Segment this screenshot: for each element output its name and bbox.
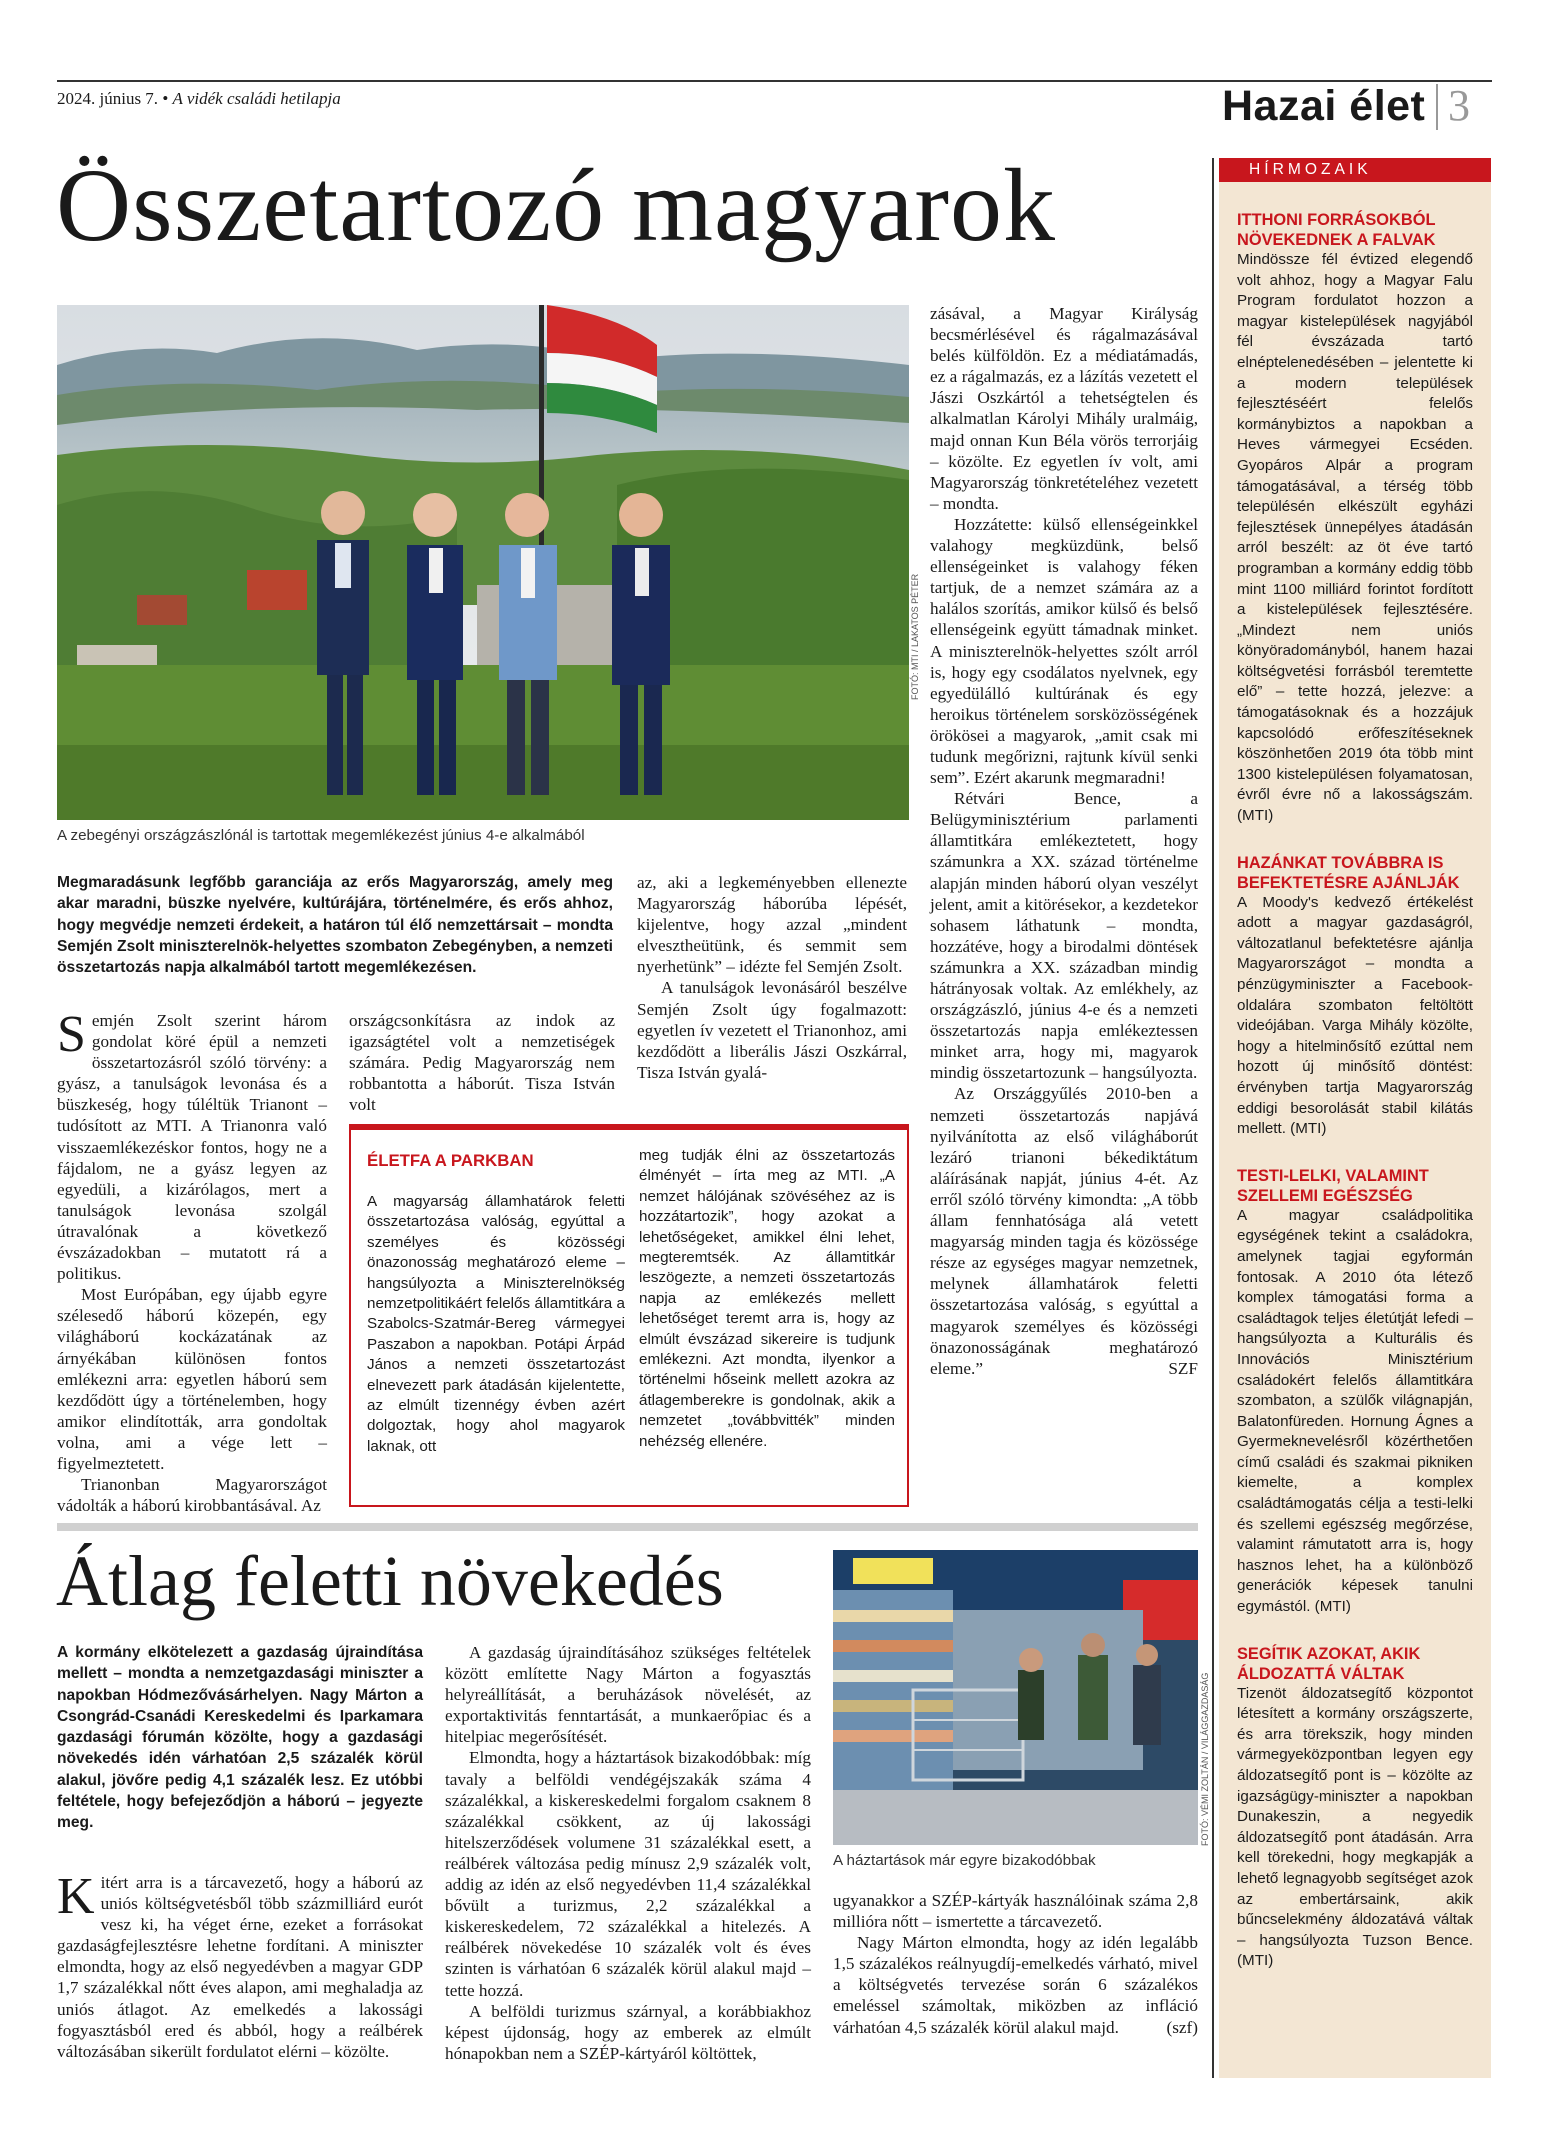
article2-lead: A kormány elkötelezett a gazdaság újraindítása mellett – mondta a nemzetgazdasági miniszter a napokban Hódmezővásárhelyen. Nagy Márton a Csongrád-Csanádi Kereskedelmi és Iparkamara gazdasági fórumán közölte, hogy a gazdasági növekedés idén várhatóan 2,5 százalék körül alakul, jövőre pedig 4,1 százalék lesz. Ez utóbbi feltétele, hogy befejeződjön a háború – jegyezte meg. [57,1644,423,1832]
article2-col2-p1: A gazdaság újraindításához szükséges feltételek között említette Nagy Márton a fogyasztás helyreállítását, a beruházások növelését, az exportaktivitás fenntartását, a munkaerőpiac és a hitelpiac megerősítését. [445,1643,811,1747]
article1-photo [57,305,909,820]
zebegeny-photo-scene [57,305,909,820]
article2-col3-p1: ugyanakkor a SZÉP-kártyák használóinak száma 2,8 millióra nőtt – ismertette a tárcavezető. [833,1891,1198,1932]
article-divider [57,1523,1198,1531]
article1-col4-p1: zásával, a Magyar Királyság becsmérlésével és rágalmazásával belés külföldön. Ez a médiatámadás, ez a rágalmazás, ez a lázítás vezetett el Jászi Oszkártól a tehetségtelen és alkalmatlan Károlyi Mihály uralmáig, majd onnan Kun Béla vörös terrorjáig – közölte. Ez egyetlen ív volt, ami Magyarország tönkretételéhez vezetett – mondta. [930,304,1198,513]
article1-col4-p2: Hozzátette: külső ellenségeinkkel valahogy megküzdünk, belső ellenségeinket is valahogy féken tartjuk, de a nemzet számára az a halálos szorítás, amikor külső és belső ellenségeink együtt támadnak minket. A miniszterelnök-helyettes szólt arról is, hogy egy csodálatos nyelvnek, egy egyedülálló kultúrának és egy heroikus történelem sorsközösségének örökösei a magyarok, „amit csak mi tudunk megőrizni, rajtunk kívül senki sem”. Ezért akarunk megmaradni! [930,514,1198,788]
tagline: A vidék családi hetilapja [172,89,341,108]
sidebar-title-text: HÍRMOZAIK [1249,161,1372,178]
sidebar-item-text: Mindössze fél évtized elegendő volt ahhoz, hogy a Magyar Falu Program fordulatot hozzon a magyar kistelepülések nagyjából fél évszázada tartó elnéptelenedésében – jelentette ki a modern települések fejlesztéséért felelős kormánybiztos a napokban a Heves vármegyei Ecséden. Gyopáros Alpár a program támogatásával, a térség több településén elkészült egyházi fejlesztések ünnepélyes átadásán arról beszélt: az öt éve tartó programban a kormány eddig több mint 1100 milliárd forintot fordított a kistelepülések fejlesztésére. „Mindezt nem uniós könyöradományból, hanem hazai költségvetési forrásból teremtette elő” – tette hozzá, jelezve: a támogatásoknak és a hozzájuk kapcsolódó erőfeszítéseknek köszönhetően 2019 óta több mint 1300 kistelepülésen folyamatosan, évről évre nő a lakosságszám. (MTI) [1237,251,1473,825]
date: 2024. június 7. [57,89,159,108]
article2-col2-p3: A belföldi turizmus szárnyal, a korábbiakhoz képest újdonság, hogy az emberek az elmúlt hónapokban nem a SZÉP-kártyáról költöttek, [445,2001,811,2063]
article1-col2 [349,1010,615,1115]
article2-title: Átlag feletti növekedés [56,1541,724,1621]
section-title: Hazai élet [1222,82,1426,130]
box-col2: meg tudják élni az összetartozás élményét – írta meg az MTI. „A nemzet hálójának szövéséhez az is hozzátartozik”, hogy azokat a lehetőségeket, amikkel élni lehet, megteremtsék. Az államtitkár leszögezte, a nemzeti összetartozás napja az emlékezés mellett lehetőséget teremt arra is, hogy az elmúlt évszázad sikereire is tudjunk emlékezni. Azt mondta, ilyenkor a történelmi hőseink mellett azokra az átlagemberekre is gondolnak, akik a nemzetet „továbbvitték” minden nehézség ellenére. [639,1147,895,1450]
article1-col4-p3: Rétvári Bence, a Belügyminisztérium parlamenti államtitkára emlékeztetett, hogy számunkra a XX. század történelme alapján minden háború olyan veszélyt jelent, amit a kitörésekor, a kezdetekor sohasem láthatunk – mondta, hozzátéve, hogy a birodalmi döntések számunkra a XX. században mindig hátrányosak voltak. Az emlékhely, az országzászló, június 4-e és a nemzeti összetartozás napja emlékeztessen minket arra, hogy mi, magyarok mindig összetartozunk – hangsúlyozta. [930,789,1198,1083]
box-title: ÉLETFA A PARKBAN [367,1151,534,1170]
article2-col3 [833,1890,1198,2038]
sidebar-item-text: A Moody's kedvező értékelést adott a magyar gazdaságról, változatlanul befektetésre ajánlja Magyarországot – mondta a pénzügyminiszter a Facebook-oldalára szombaton feltöltött videójában. Varga Mihály közölte, hogy a hitelminősítő ezúttal nem hozott új minősítő döntést: érvényben tartja Magyarország eddigi besorolását stabil kilátás mellett. (MTI) [1237,893,1473,1138]
section-divider [1436,84,1438,130]
article1-col3-p1: az, aki a legkeményebben ellenezte Magyarország háborúba lépését, kijelentve, hogy azzal „mindent elvesztheütünk, és semmit sem nyerhetünk” – idézte fel Semjén Zsolt. [637,873,907,977]
page-number: 3 [1448,81,1470,130]
sidebar-item-text: A magyar családpolitika egységének tekint a családokra, amelynek tagjai egyformán fontosak. A 2010 óta létező komplex támogatási forma a családtagok teljes életútját lefedi – hangsúlyozta a Kulturális és Innovációs Minisztérium családokért felelős államtitkára szombaton, a szülők világnapján, Balatonfüreden. Hornung Ágnes a Gyermeknevelésről közérthetően című családi és szakmai pikniken kiemelte, a komplex családtámogatás célja a testi-lelki és szellemi egészség megőrzése, valamint rámutatott arra is, hogy hasznos lehet, ha a különböző generációk képesek tanulni egymástól. (MTI) [1237,1206,1473,1616]
sidebar-title [1219,158,1491,182]
sidebar [1219,158,1491,2078]
article1-lead: Megmaradásunk legfőbb garanciája az erős Magyarország, amely meg akar maradni, büszke nyelvére, kultúrájára, történelmére, és erős ahhoz, hogy megvédje nemzeti érdekeit, a határon túl élő nemzettársait – mondta Semjén Zsolt miniszterelnök-helyettes szombaton Zebegényben, a nemzeti összetartozás napja alkalmából tartott megemlékezésen. [57,874,613,977]
article1-col2-p1: országcsonkításra az indok az igazságtétel volt a nemzetiségek számára. Pedig Magyarország nem robbantotta a háborút. Tisza István volt [349,1011,615,1115]
article1-photo-credit: FOTÓ: MTI / LAKATOS PÉTER [910,573,920,700]
article2-photo-caption: A háztartások már egyre bizakodóbbak [833,1852,1096,1869]
article1-col1-p2: Most Európában, egy újabb egyre szélesedő háború közepén, egy világháború kockázatának az árnyékában különösen fontos emlékezni arra: egyetlen háború sem kezdődött úgy a történelemben, hogy amikor elindították, arra gondoltak volna, ami a vége lett – figyelmeztetett. [57,1285,327,1473]
sidebar-item-heading: ITTHONI FORRÁSOKBÓL NÖVEKEDNEK A FALVAK [1237,211,1436,249]
bullet: • [162,89,169,108]
sidebar-item-text: Tizenöt áldozatsegítő központot létesített a kormány országszerte, és arra törekszik, hogy minden vármegyeközpontban legyen egy áldozatsegítő pont is – közölte az igazságügy-miniszter a napokban Dunakeszin, a negyedik áldozatsegítő pont átadásán. Arra kell törekedni, hogy megkapják a lehető legnagyobb segítséget azok az embertársaink, akik bűncselekmény áldozatává váltak – hangsúlyozta Tuzson Bence. (MTI) [1237,1684,1473,1970]
article2-photo-credit: FOTÓ: VÉMI ZOLTÁN / VILÁGGAZDASÁG [1200,1672,1210,1846]
box-col1: A magyarság államhatárok feletti összetartozása valóság, egyúttal a személyes és közösségi önazonosság meghatározó eleme – hangsúlyozta a Miniszterelnökség nemzetpolitikáért felelős államtitkára a Szabolcs-Szatmár-Bereg vármegyei Paszabon a napokban. Potápi Árpád János a nemzeti összetartozást elnevezett park átadásán kijelentette, az elmúlt tizennégy évben azért dolgoztak, hogy ahol magyarok laknak, ott [367,1193,625,1455]
article2-col3-p2: Nagy Márton elmondta, hogy az idén legalább 1,5 százalékos reálnyugdíj-emelkedés várható, mivel a költségvetés tervezése során 6 százalékos emeléssel számoltak, miközben az infláció várhatóan 4,5 százalék körül alakul majd. [833,1933,1198,2037]
box-eletfa [349,1124,909,1507]
supermarket-photo-scene [833,1550,1198,1845]
article1-col1-p3: Trianonban Magyarországot vádolták a háború kirobbantásával. Az [57,1475,327,1516]
article2-signature: (szf) [1166,2017,1198,2037]
article1-col3-p2: A tanulságok levonásáról beszélve Semjén Zsolt úgy fogalmazott: egyetlen ív vezetett el Trianonhoz, ami kezdődött a liberális Jászi Oszkárral, Tisza István gyalá- [637,978,907,1082]
article1-col1-p1: Semjén Zsolt szerint három gondolat köré épül a nemzeti összetartozásról szóló törvény: a gyász, a tanulságok levonása és a büszkeség, hogy túléltük Trianont – tudósított az MTI. A Trianonra való visszaemlékezéskor fontos, hogy ne a fájdalom, ne a gyász legyen az egyedüli, a kizárólagos, mert a tanulságok levonása szolgál útravalónak a következő évszázadokban – mutatott rá a politikus. [57,1006,327,1284]
article1-title: Összetartozó magyarok [56,148,1056,263]
article2-col2-p2: Elmondta, hogy a háztartások bizakodóbbak: míg tavaly a belföldi vendégéjszakák száma 4 százalékkal, a kiskereskedelmi forgalom csaknem 8 százalékkal csökkent, az új lakossági hitelszerződések volumene 31 százalékkal esett, a reálbérek változása pedig mínusz 2,9 százalék volt, addig az idén az első negyedévben 11,4 százalékkal bővült a turizmus, 2,2 százalékkal a kiskereskedelem, 72 százalékkal a hitelezés. A reálbérek növekedése 10 százalék volt és éves szinten is várhatóan 6 százalék körül alakul majd – tette hozzá. [445,1748,811,2000]
header-dateline [57,88,341,110]
article1-col1 [57,1006,327,1516]
article2-col1-p1: Kitért arra is a tárcavezető, hogy a háború az uniós költségvetésből több százmilliárd eurót vesz ki, ha véget érne, ezeket a forrásokat gazdaságfejlesztésre lehetne fordítani. A miniszter elmondta, hogy az első negyedévben a magyar GDP 1,7 százalékkal nőtt éves alapon, ami meghaladja az uniós átlagot. Az emelkedés a lakossági fogyasztásból ered és abból, hogy a reálbérek változásában sikerült fordulatot elérni – közölte. [57,1868,423,2061]
sidebar-item-heading: HAZÁNKAT TOVÁBBRA IS BEFEKTETÉSRE AJÁNLJÁK [1237,853,1460,892]
article1-photo-caption: A zebegényi országzászlónál is tartottak megemlékezést június 4-e alkalmából [57,827,585,844]
article2-col1 [57,1868,423,2062]
sidebar-left-rule [1212,158,1214,2078]
article2-col2 [445,1642,811,2064]
sidebar-item-heading: TESTI-LELKI, VALAMINT SZELLEMI EGÉSZSÉG [1237,1166,1429,1205]
sidebar-item-heading: SEGÍTIK AZOKAT, AKIK ÁLDOZATTÁ VÁLTAK [1237,1644,1421,1683]
article1-col4 [930,303,1198,1379]
article2-photo [833,1550,1198,1845]
article1-col3 [637,872,907,1083]
sidebar-items [1237,210,1473,1972]
article1-signature: SZF [1168,1358,1198,1378]
article1-col4-p4: Az Országgyűlés 2010-ben a nemzeti összetartozás napjává nyilvánította az első világháborút lezáró trianoni békediktátum aláírásának napját, június 4-ét. Az erről szóló törvény kimondta: „A több állam fennhatósága alá vetett magyarság minden tagja és közössége része az egységes magyar nemzetnek, melynek államhatárok feletti összetartozása valóság, s egyúttal a magyarok személyes és közösségi önazonosságának meghatározó eleme.” [930,1084,1198,1378]
